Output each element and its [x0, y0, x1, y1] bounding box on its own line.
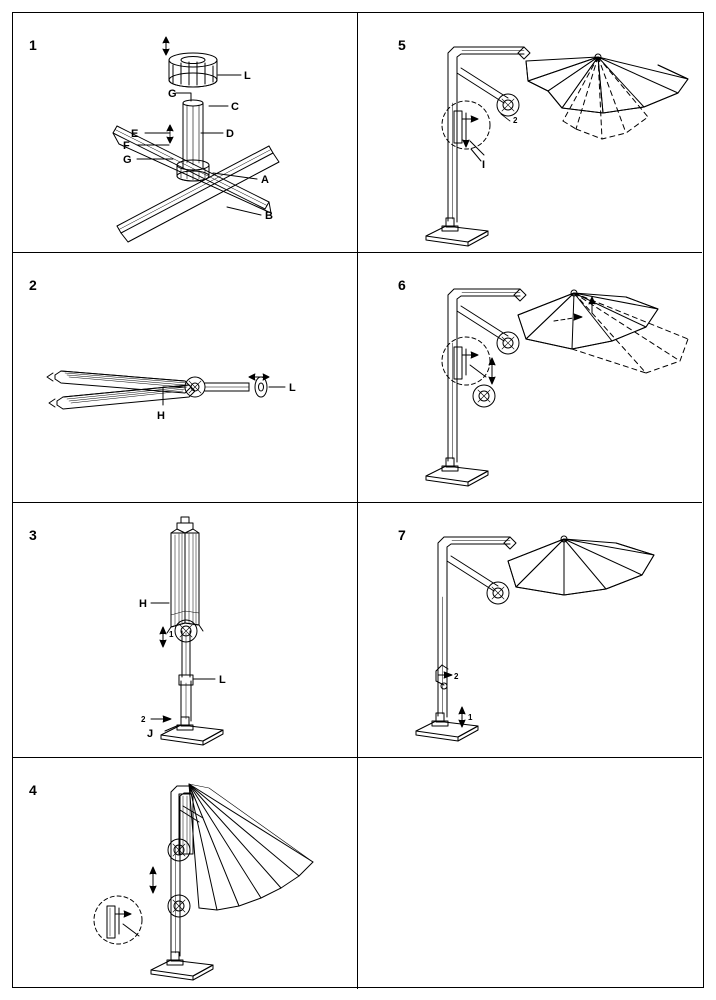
callout-G-left: G — [123, 154, 132, 166]
callout-H: H — [139, 598, 147, 610]
callout-1: 1 — [169, 630, 174, 639]
panel-4 — [13, 758, 358, 989]
panel-7-number: 7 — [398, 527, 406, 543]
panel-4-number: 4 — [29, 782, 37, 798]
panel-3-figure — [13, 503, 358, 758]
callout-2: 2 — [513, 116, 518, 125]
panel-1-number: 1 — [29, 37, 37, 53]
callout-L: L — [219, 674, 226, 686]
panel-2 — [13, 253, 358, 503]
panel-5-number: 5 — [398, 37, 406, 53]
callout-G-top: G — [168, 88, 177, 100]
callout-H: H — [157, 410, 165, 422]
callout-C: C — [231, 101, 239, 113]
panel-2-figure — [13, 253, 358, 503]
panel-6 — [358, 253, 702, 503]
callout-L: L — [289, 382, 296, 394]
panel-5-figure — [358, 13, 702, 253]
panel-1 — [13, 13, 358, 253]
callout-F: F — [123, 140, 130, 152]
panel-4-figure — [13, 758, 358, 989]
panel-6-number: 6 — [398, 277, 406, 293]
panel-7-figure — [358, 503, 702, 758]
callout-J: J — [147, 728, 154, 740]
panel-grid — [12, 12, 704, 988]
callout-1: 1 — [468, 713, 473, 722]
panel-5 — [358, 13, 702, 253]
callout-I: I — [482, 159, 486, 171]
panel-8-empty — [358, 758, 702, 989]
callout-A: A — [261, 174, 269, 186]
panel-7 — [358, 503, 702, 758]
callout-L: L — [244, 70, 251, 82]
callout-2: 2 — [454, 672, 459, 681]
panel-2-number: 2 — [29, 277, 37, 293]
panel-6-figure — [358, 253, 702, 503]
callout-2: 2 — [141, 715, 146, 724]
panel-3 — [13, 503, 358, 758]
callout-B: B — [265, 210, 273, 222]
callout-D: D — [226, 128, 234, 140]
panel-1-figure — [13, 13, 358, 253]
panel-3-number: 3 — [29, 527, 37, 543]
callout-E: E — [131, 128, 139, 140]
